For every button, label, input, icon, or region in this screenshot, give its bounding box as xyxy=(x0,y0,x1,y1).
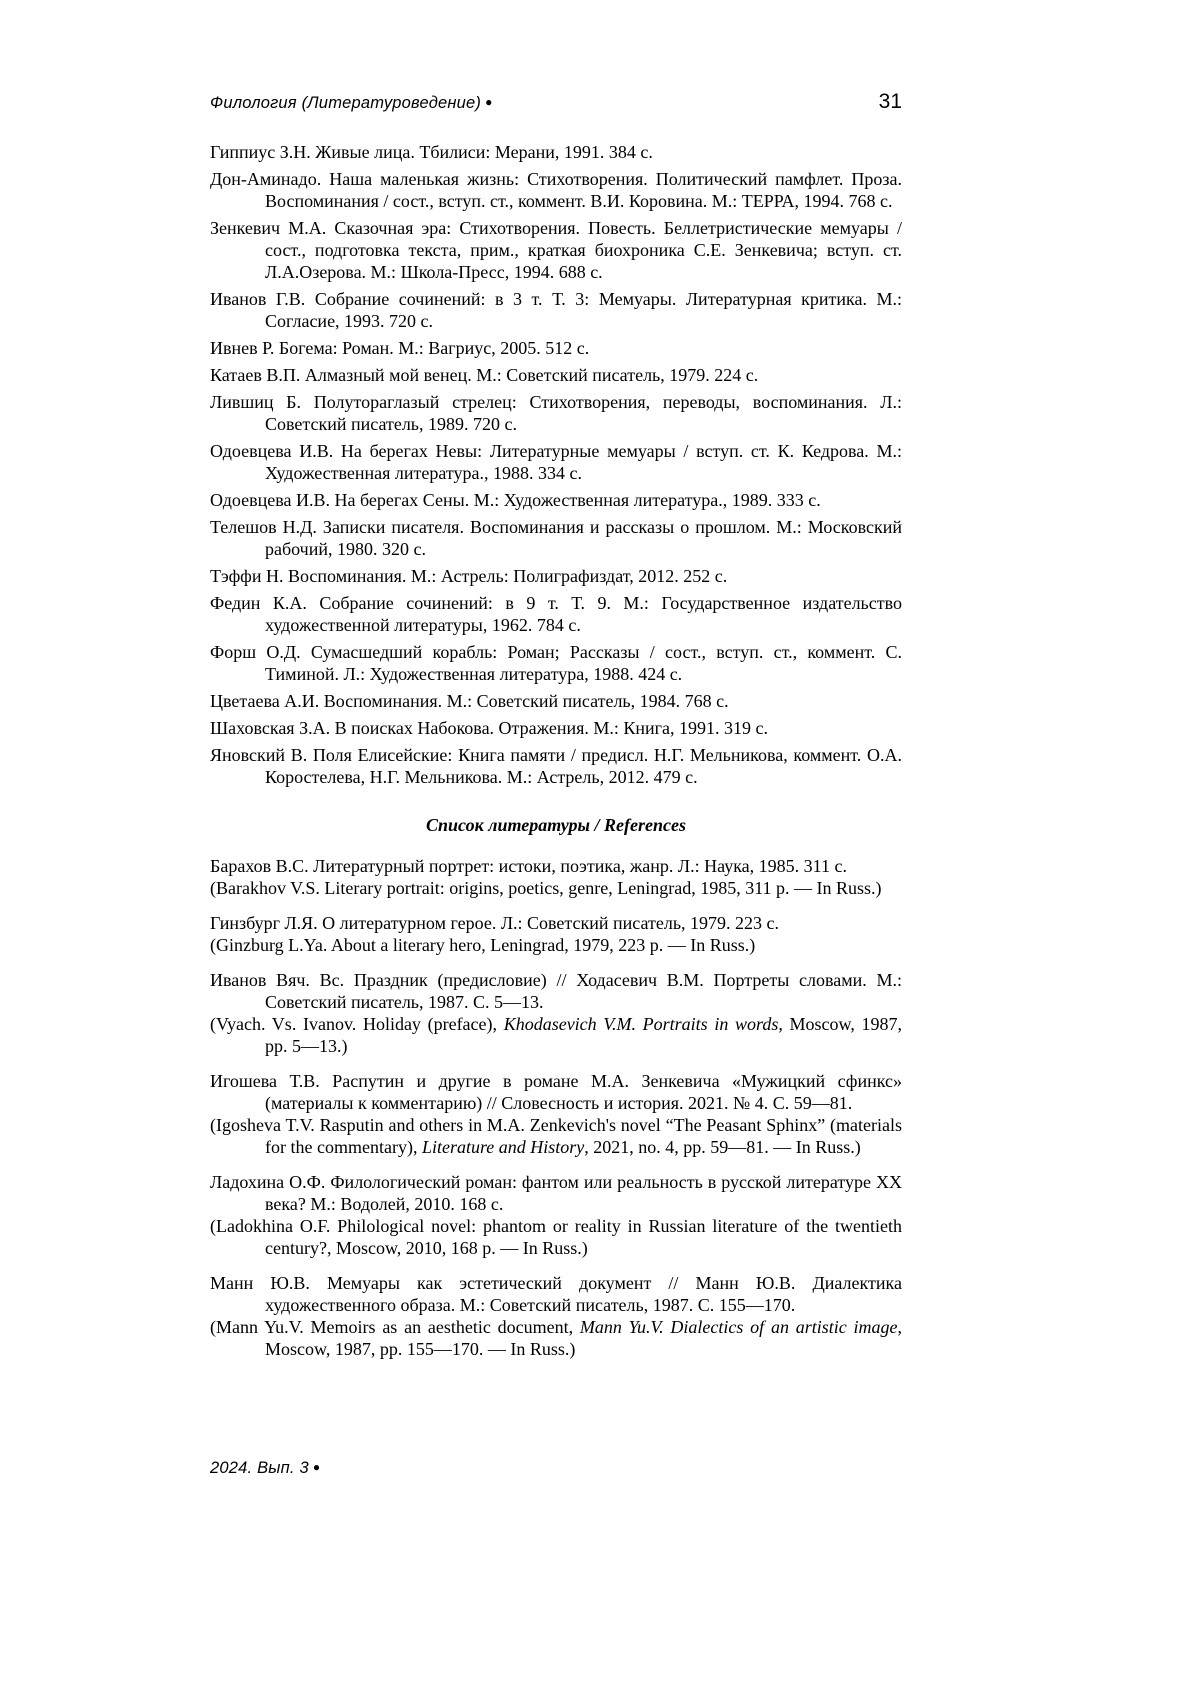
running-footer-issue xyxy=(210,1459,320,1477)
page-number: 31 xyxy=(878,90,902,113)
bibliography-entry: Ивнев Р. Богема: Роман. М.: Вагриус, 2005. 512 с. xyxy=(210,338,590,358)
running-header-title xyxy=(210,94,493,113)
bibliography-entry: Одоевцева И.В. На берегах Невы: Литературные мемуары / вступ. ст. К. Кедрова. М.: Художественная литература., 1988. 334 с. xyxy=(210,441,902,483)
bibliography-entry: Тэффи Н. Воспоминания. М.: Астрель: Полиграфиздат, 2012. 252 с. xyxy=(210,566,728,586)
bibliography-entry: Катаев В.П. Алмазный мой венец. М.: Советский писатель, 1979. 224 с. xyxy=(210,365,759,385)
header-bullet-icon: ● xyxy=(485,95,493,109)
reference-entry-en: (Ginzburg L.Ya. About a literary hero, Leningrad, 1979, 223 p. — In Russ.) xyxy=(210,935,756,955)
bibliography-entry: Зенкевич М.А. Сказочная эра: Стихотворения. Повесть. Беллетристические мемуары / сост., подготовка текста, прим., краткая биохроника С.Е. Зенкевича; вступ. ст. Л.А.Озерова. М.: Школа-Пресс, 1994. 688 с. xyxy=(210,218,902,282)
bibliography-entry: Дон-Аминадо. Наша маленькая жизнь: Стихотворения. Политический памфлет. Проза. Воспоминания / сост., вступ. ст., коммент. В.И. Коровина. М.: ТЕРРА, 1994. 768 с. xyxy=(210,169,902,211)
running-header xyxy=(210,90,902,114)
reference-entry xyxy=(210,969,902,1057)
footer-bullet-icon: ● xyxy=(312,1460,321,1474)
bibliography-entry: Телешов Н.Д. Записки писателя. Воспоминания и рассказы о прошлом. М.: Московский рабочий, 1980. 320 с. xyxy=(210,517,902,559)
bibliography-entry: Федин К.А. Собрание сочинений: в 9 т. Т. 9. М.: Государственное издательство художественной литературы, 1962. 784 с. xyxy=(210,593,902,635)
references-heading: Список литературы / References xyxy=(426,815,686,835)
bibliography-entry: Иванов Г.В. Собрание сочинений: в 3 т. Т. 3: Мемуары. Литературная критика. М.: Согласие, 1993. 720 с. xyxy=(210,289,902,331)
reference-entry-en: (Igosheva T.V. Rasputin and others in M.A. Zenkevich's novel “The Peasant Sphinx” (materials for the commentary), Literature and History, 2021, no. 4, pp. 59—81. — In Russ.) xyxy=(210,1115,902,1157)
reference-entry xyxy=(210,1070,902,1158)
reference-entry-en: (Vyach. Vs. Ivanov. Holiday (preface), Khodasevich V.M. Portraits in words, Moscow, 1987, pp. 5—13.) xyxy=(210,1014,902,1056)
running-footer-issue-text: 2024. Вып. 3 xyxy=(210,1459,309,1477)
reference-entry-ru: Барахов В.С. Литературный портрет: истоки, поэтика, жанр. Л.: Наука, 1985. 311 с. xyxy=(210,856,847,876)
reference-entry-en: (Barakhov V.S. Literary portrait: origins, poetics, genre, Leningrad, 1985, 311 p. — In Russ.) xyxy=(210,878,882,898)
reference-entry xyxy=(210,1272,902,1360)
bibliography-entry: Гиппиус З.Н. Живые лица. Тбилиси: Мерани, 1991. 384 с. xyxy=(210,142,653,162)
bibliography-entry: Цветаева А.И. Воспоминания. М.: Советский писатель, 1984. 768 с. xyxy=(210,691,729,711)
reference-entry xyxy=(210,912,902,956)
bibliography-entry: Форш О.Д. Сумасшедший корабль: Роман; Рассказы / сост., вступ. ст., коммент. С. Тиминой. Л.: Художественная литература, 1988. 424 с. xyxy=(210,642,902,684)
reference-entry-en: (Ladokhina O.F. Philological novel: phantom or reality in Russian literature of the twentieth century?, Moscow, 2010, 168 p. — In Russ.) xyxy=(210,1216,902,1258)
reference-entry xyxy=(210,855,902,899)
running-header-title-text: Филология (Литературоведение) xyxy=(210,94,482,112)
bibliography-entry: Одоевцева И.В. На берегах Сены. М.: Художественная литература., 1989. 333 с. xyxy=(210,490,821,510)
reference-entry xyxy=(210,1171,902,1259)
page-content xyxy=(210,141,902,1373)
reference-entry-ru: Манн Ю.В. Мемуары как эстетический документ // Манн Ю.В. Диалектика художественного образа. М.: Советский писатель, 1987. С. 155—170. xyxy=(210,1273,902,1315)
running-footer xyxy=(210,1459,320,1478)
reference-entry-ru: Гинзбург Л.Я. О литературном герое. Л.: Советский писатель, 1979. 223 с. xyxy=(210,913,780,933)
reference-entry-en: (Mann Yu.V. Memoirs as an aesthetic document, Mann Yu.V. Dialectics of an artistic image, Moscow, 1987, pp. 155—170. — In Russ.) xyxy=(210,1317,902,1359)
references-list xyxy=(210,855,902,1360)
reference-entry-ru: Игошева Т.В. Распутин и другие в романе М.А. Зенкевича «Мужицкий сфинкс» (материалы к комментарию) // Словесность и история. 2021. № 4. С. 59—81. xyxy=(210,1071,902,1113)
bibliography-list xyxy=(210,141,902,788)
reference-entry-ru: Ладохина О.Ф. Филологический роман: фантом или реальность в русской литературе XX века? М.: Водолей, 2010. 168 с. xyxy=(210,1172,902,1214)
reference-entry-ru: Иванов Вяч. Вс. Праздник (предисловие) // Ходасевич В.М. Портреты словами. М.: Советский писатель, 1987. С. 5—13. xyxy=(210,970,902,1012)
bibliography-entry: Яновский В. Поля Елисейские: Книга памяти / предисл. Н.Г. Мельникова, коммент. О.А. Коростелева, Н.Г. Мельникова. М.: Астрель, 2012. 479 с. xyxy=(210,745,902,787)
bibliography-entry: Шаховская З.А. В поисках Набокова. Отражения. М.: Книга, 1991. 319 с. xyxy=(210,718,768,738)
bibliography-entry: Лившиц Б. Полутораглазый стрелец: Стихотворения, переводы, воспоминания. Л.: Советский писатель, 1989. 720 с. xyxy=(210,392,902,434)
